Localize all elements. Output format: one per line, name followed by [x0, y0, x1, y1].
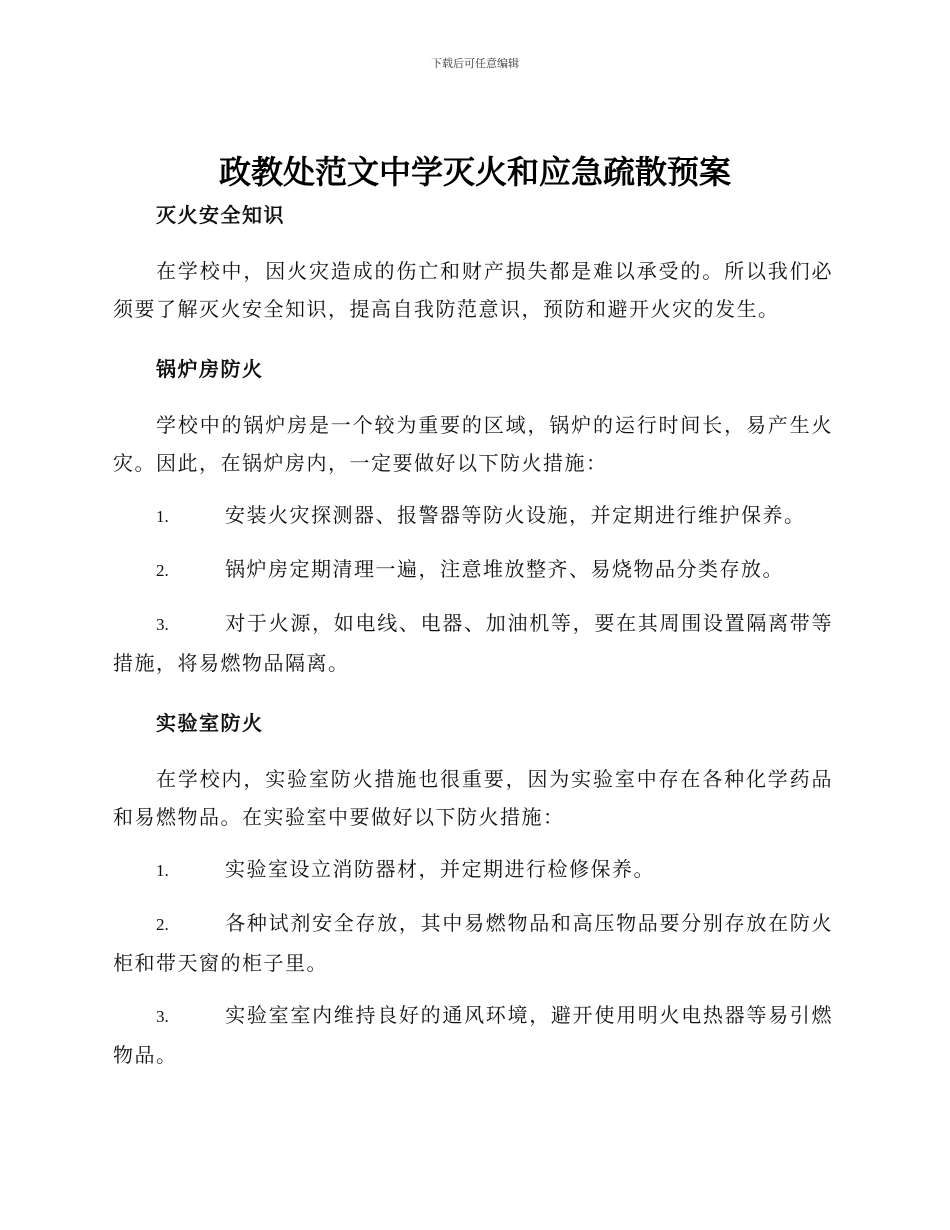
list-text: 锅炉房定期清理一遍，注意堆放整齐、易烧物品分类存放。: [225, 557, 784, 581]
list-text: 实验室室内维持良好的通风环境，避开使用明火电热器等易引燃物品。: [113, 1003, 833, 1067]
list-item: [113, 550, 833, 590]
document-body: [113, 200, 833, 1074]
list-item: [113, 850, 833, 890]
list-text: 实验室设立消防器材，并定期进行检修保养。: [225, 857, 655, 881]
page-header: 下载后可任意编辑: [431, 57, 519, 70]
list-number: 2.: [156, 915, 169, 934]
section-heading: 实验室防火: [156, 711, 264, 735]
list-number: 2.: [156, 561, 169, 580]
section-heading: 锅炉房防火: [156, 357, 264, 381]
section-heading: 灭火安全知识: [156, 203, 285, 227]
list-item: [113, 496, 833, 536]
section-paragraph: 在学校中，因火灾造成的伤亡和财产损失都是难以承受的。所以我们必须要了解灭火安全知识，提高自我防范意识，预防和避开火灾的发生。: [113, 259, 833, 321]
section-paragraph: 在学校内，实验室防火措施也很重要，因为实验室中存在各种化学药品和易燃物品。在实验室中要做好以下防火措施：: [113, 767, 833, 829]
list-item: [113, 996, 833, 1074]
section-paragraph: 学校中的锅炉房是一个较为重要的区域，锅炉的运行时间长，易产生火灾。因此，在锅炉房内，一定要做好以下防火措施：: [113, 413, 833, 475]
list-number: 1.: [156, 507, 169, 526]
list-item: [113, 604, 833, 682]
list-item: [113, 904, 833, 982]
list-text: 安装火灾探测器、报警器等防火设施，并定期进行维护保养。: [225, 503, 806, 527]
list-number: 1.: [156, 861, 169, 880]
list-number: 3.: [156, 615, 169, 634]
list-number: 3.: [156, 1007, 169, 1026]
document-title: 政教处范文中学灭火和应急疏散预案: [218, 153, 731, 191]
list-text: 各种试剂安全存放，其中易燃物品和高压物品要分别存放在防火柜和带天窗的柜子里。: [113, 911, 833, 975]
list-text: 对于火源，如电线、电器、加油机等，要在其周围设置隔离带等措施，将易燃物品隔离。: [113, 611, 833, 675]
